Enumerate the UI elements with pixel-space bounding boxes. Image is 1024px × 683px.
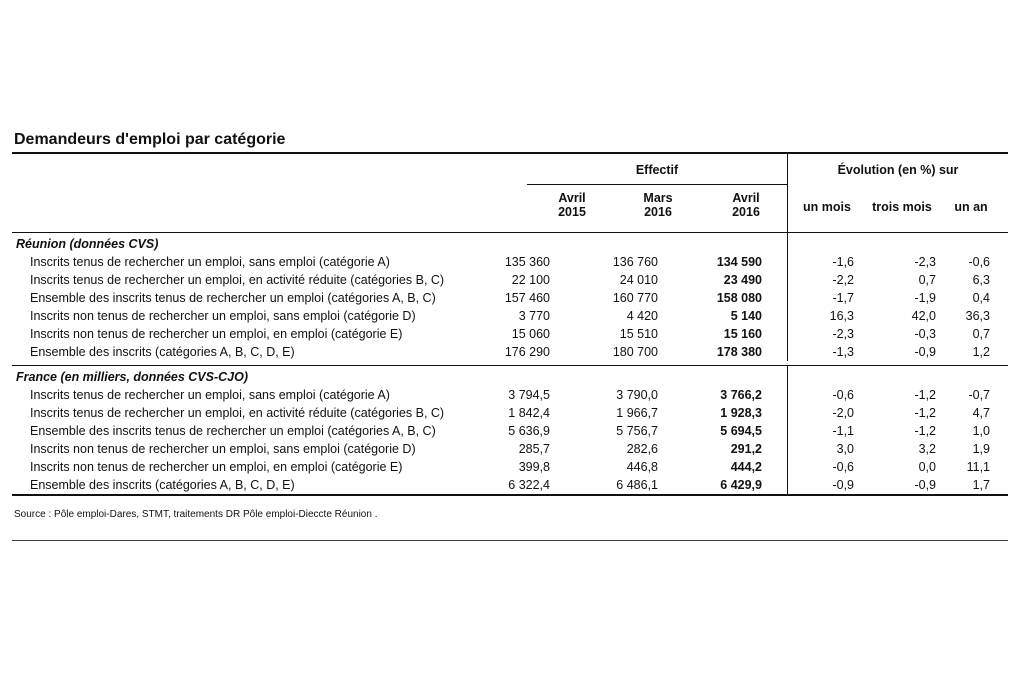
col-header-line: 2016	[644, 205, 672, 219]
col-un-an-header: un an	[954, 200, 988, 214]
col-un-mois-header: un mois	[803, 200, 851, 214]
evol-un-an: 0,7	[972, 327, 990, 341]
evol-un-mois: 3,0	[836, 442, 854, 456]
evol-un-an: 0,4	[972, 291, 990, 305]
table-row	[12, 307, 1008, 325]
table-row	[12, 476, 1008, 494]
evol-trois-mois: -1,9	[914, 291, 936, 305]
table-header	[12, 154, 1008, 232]
evol-un-mois: -1,1	[832, 424, 854, 438]
evol-trois-mois: 0,0	[918, 460, 936, 474]
value-avril-2015: 399,8	[518, 460, 550, 474]
col-avril-2015-header	[532, 191, 612, 219]
effectif-rule	[527, 184, 787, 185]
table-row	[12, 253, 1008, 271]
evol-un-mois: -1,7	[832, 291, 854, 305]
value-mars-2016: 180 700	[612, 345, 658, 359]
value-mars-2016: 24 010	[619, 273, 658, 287]
value-avril-2016: 3 766,2	[720, 388, 762, 402]
table-row	[12, 422, 1008, 440]
value-avril-2016: 5 694,5	[720, 424, 762, 438]
col-header-line: Avril	[558, 191, 586, 205]
table-body	[12, 233, 1008, 494]
value-mars-2016: 5 756,7	[616, 424, 658, 438]
value-mars-2016: 15 510	[619, 327, 658, 341]
row-label: Inscrits non tenus de rechercher un emploi, sans emploi (catégorie D)	[30, 309, 416, 323]
value-avril-2015: 176 290	[504, 345, 550, 359]
table-row	[12, 458, 1008, 476]
table-row	[12, 404, 1008, 422]
table-row	[12, 440, 1008, 458]
value-mars-2016: 136 760	[612, 255, 658, 269]
row-label: Inscrits non tenus de rechercher un emploi, en emploi (catégorie E)	[30, 460, 403, 474]
table-section	[12, 366, 1008, 494]
value-mars-2016: 6 486,1	[616, 478, 658, 492]
value-avril-2016: 178 380	[716, 345, 762, 359]
value-avril-2016: 134 590	[716, 255, 762, 269]
column-divider	[787, 366, 788, 494]
evol-un-an: 11,1	[966, 460, 990, 474]
document	[12, 128, 1008, 541]
value-avril-2016: 23 490	[723, 273, 762, 287]
evol-un-mois: -2,2	[832, 273, 854, 287]
row-label: Ensemble des inscrits tenus de rechercher un emploi (catégories A, B, C)	[30, 424, 436, 438]
row-label: Inscrits tenus de rechercher un emploi, sans emploi (catégorie A)	[30, 388, 390, 402]
table-title: Demandeurs d'emploi par catégorie	[14, 131, 286, 148]
col-header-line: Mars	[643, 191, 673, 205]
evol-un-an: -0,7	[968, 388, 990, 402]
col-mars-2016-header	[618, 191, 698, 219]
evol-un-mois: -1,3	[832, 345, 854, 359]
col-avril-2016-header	[706, 191, 786, 219]
value-avril-2016: 15 160	[723, 327, 762, 341]
evol-un-an: 1,2	[972, 345, 990, 359]
value-avril-2015: 157 460	[504, 291, 550, 305]
col-trois-mois-header: trois mois	[872, 200, 932, 214]
evol-trois-mois: -1,2	[914, 424, 936, 438]
source-note: Source : Pôle emploi-Dares, STMT, traitements DR Pôle emploi-Dieccte Réunion .	[14, 509, 378, 520]
row-label: Ensemble des inscrits (catégories A, B, C, D, E)	[30, 345, 295, 359]
table-row	[12, 343, 1008, 361]
value-avril-2015: 285,7	[518, 442, 550, 456]
evol-un-an: 1,0	[972, 424, 990, 438]
row-label: Inscrits tenus de rechercher un emploi, sans emploi (catégorie A)	[30, 255, 390, 269]
evol-un-mois: -0,6	[832, 388, 854, 402]
section-title: Réunion (données CVS)	[16, 237, 159, 251]
section-title: France (en milliers, données CVS-CJO)	[16, 370, 249, 384]
value-mars-2016: 4 420	[626, 309, 658, 323]
evol-un-an: 1,7	[972, 478, 990, 492]
col-header-line: 2015	[558, 205, 586, 219]
evol-un-mois: -0,9	[832, 478, 854, 492]
evol-trois-mois: 3,2	[918, 442, 936, 456]
effectif-header: Effectif	[635, 163, 679, 177]
evol-un-mois: -2,0	[832, 406, 854, 420]
value-avril-2016: 1 928,3	[720, 406, 762, 420]
evol-un-an: -0,6	[968, 255, 990, 269]
evol-trois-mois: 0,7	[918, 273, 936, 287]
evol-un-mois: -0,6	[832, 460, 854, 474]
value-avril-2015: 22 100	[511, 273, 550, 287]
value-avril-2016: 444,2	[730, 460, 762, 474]
value-avril-2015: 15 060	[511, 327, 550, 341]
value-avril-2015: 1 842,4	[508, 406, 550, 420]
row-label: Inscrits non tenus de rechercher un emploi, sans emploi (catégorie D)	[30, 442, 416, 456]
table-bottom-rule	[12, 494, 1008, 496]
value-mars-2016: 3 790,0	[616, 388, 658, 402]
value-avril-2016: 6 429,9	[720, 478, 762, 492]
evol-trois-mois: 42,0	[911, 309, 936, 323]
evol-trois-mois: -0,9	[914, 345, 936, 359]
value-mars-2016: 282,6	[626, 442, 658, 456]
value-avril-2016: 5 140	[730, 309, 762, 323]
row-label: Ensemble des inscrits (catégories A, B, C, D, E)	[30, 478, 295, 492]
value-avril-2016: 291,2	[730, 442, 762, 456]
page-bottom-rule	[12, 540, 1008, 541]
evol-trois-mois: -2,3	[914, 255, 936, 269]
row-label: Inscrits tenus de rechercher un emploi, en activité réduite (catégories B, C)	[30, 273, 445, 287]
evol-trois-mois: -1,2	[914, 406, 936, 420]
evol-trois-mois: -1,2	[914, 388, 936, 402]
value-mars-2016: 160 770	[612, 291, 658, 305]
table-section	[12, 233, 1008, 361]
row-label: Ensemble des inscrits tenus de rechercher un emploi (catégories A, B, C)	[30, 291, 436, 305]
col-header-line: 2016	[732, 205, 760, 219]
evol-un-an: 4,7	[972, 406, 990, 420]
col-header-line: Avril	[732, 191, 760, 205]
value-avril-2015: 135 360	[504, 255, 550, 269]
evol-un-an: 6,3	[972, 273, 990, 287]
value-avril-2015: 3 770	[518, 309, 550, 323]
evol-un-an: 36,3	[965, 309, 990, 323]
table-row	[12, 289, 1008, 307]
row-label: Inscrits tenus de rechercher un emploi, en activité réduite (catégories B, C)	[30, 406, 445, 420]
value-avril-2015: 5 636,9	[508, 424, 550, 438]
evol-un-mois: -2,3	[832, 327, 854, 341]
evol-trois-mois: -0,9	[914, 478, 936, 492]
value-mars-2016: 446,8	[626, 460, 658, 474]
value-mars-2016: 1 966,7	[616, 406, 658, 420]
value-avril-2015: 3 794,5	[508, 388, 550, 402]
evolution-header: Évolution (en %) sur	[837, 163, 959, 177]
column-divider	[787, 233, 788, 361]
evol-trois-mois: -0,3	[914, 327, 936, 341]
evol-un-an: 1,9	[972, 442, 990, 456]
table-row	[12, 386, 1008, 404]
row-label: Inscrits non tenus de rechercher un emploi, en emploi (catégorie E)	[30, 327, 403, 341]
table-row	[12, 271, 1008, 289]
value-avril-2015: 6 322,4	[508, 478, 550, 492]
table-row	[12, 325, 1008, 343]
evol-un-mois: 16,3	[829, 309, 854, 323]
evol-un-mois: -1,6	[832, 255, 854, 269]
value-avril-2016: 158 080	[716, 291, 762, 305]
